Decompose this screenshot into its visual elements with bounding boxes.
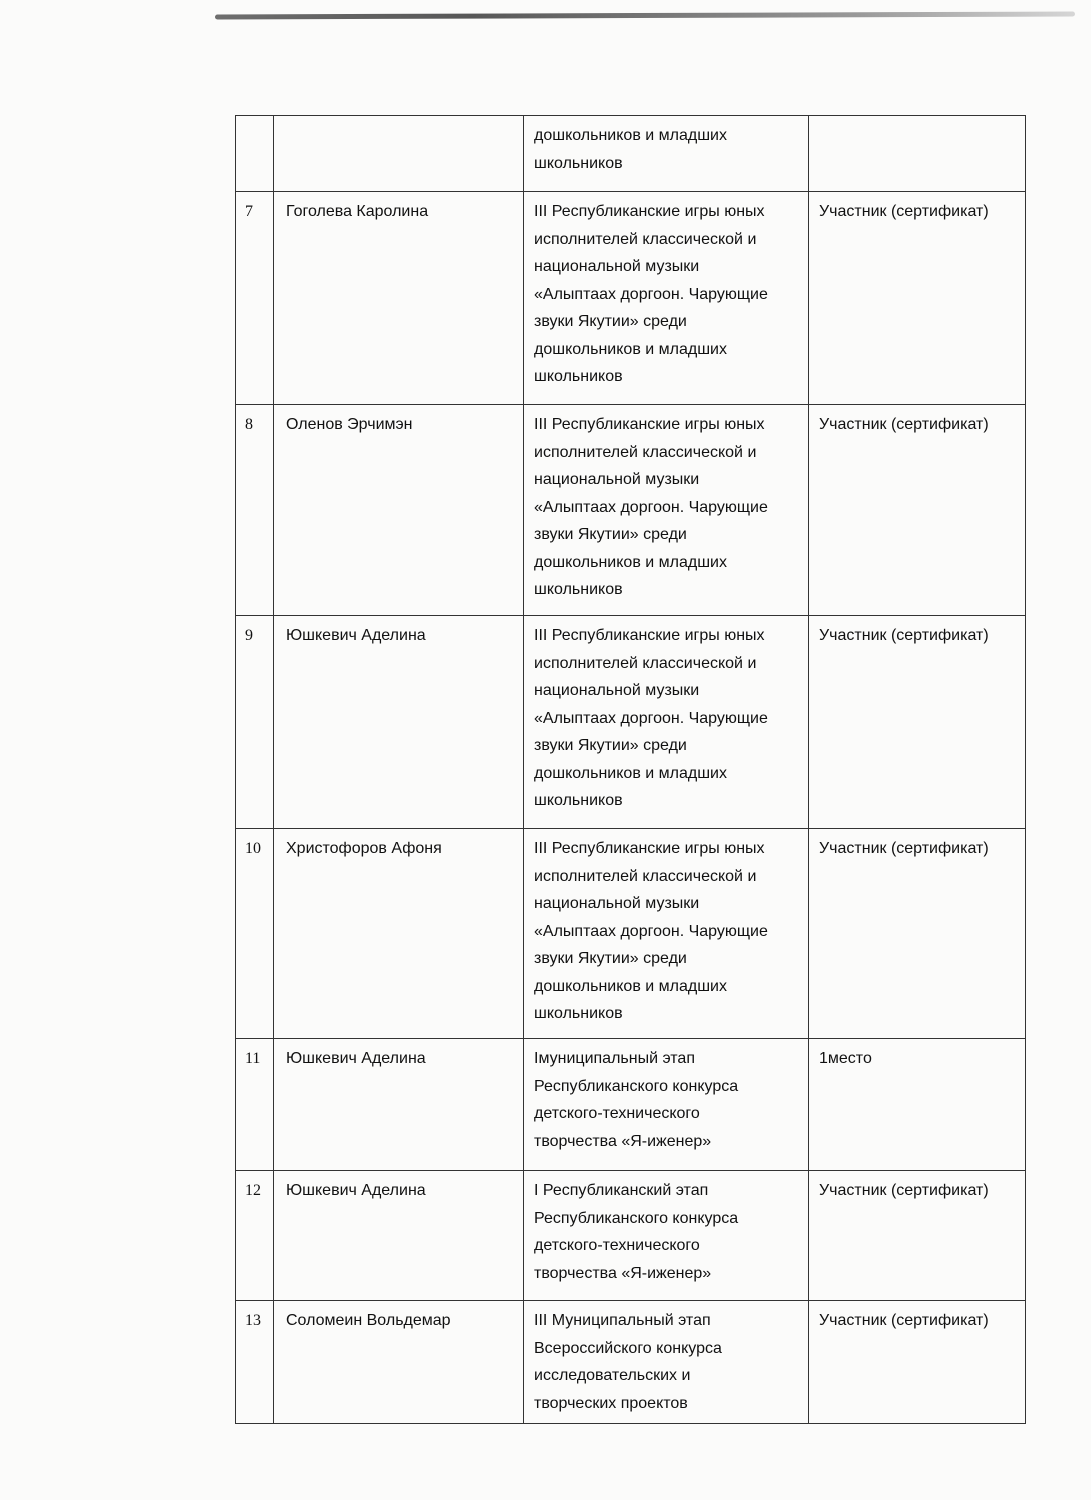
table-row — [236, 829, 1026, 1039]
event-title: Iмуниципальный этап Республиканского конкурса детского-технического творчества «Я-иженер» — [524, 1039, 809, 1171]
result — [809, 116, 1026, 192]
table-row — [236, 1039, 1026, 1171]
event-title: I Республиканский этап Республиканского конкурса детского-технического творчества «Я-иженер» — [524, 1171, 809, 1301]
participant-name: Христофоров Афоня — [274, 829, 524, 1039]
event-title: III Республиканские игры юных исполнителей классической и национальной музыки «Алыптаах доргоон. Чарующие звуки Якутии» среди дошкольников и младших школьников — [524, 829, 809, 1039]
participant-name: Соломеин Вольдемар — [274, 1301, 524, 1424]
row-number: 7 — [236, 192, 274, 405]
participant-name: Юшкевич Аделина — [274, 616, 524, 829]
row-number: 12 — [236, 1171, 274, 1301]
result: Участник (сертификат) — [809, 1171, 1026, 1301]
table-row — [236, 1301, 1026, 1424]
result: Участник (сертификат) — [809, 405, 1026, 616]
row-number: 11 — [236, 1039, 274, 1171]
result: Участник (сертификат) — [809, 192, 1026, 405]
row-number: 8 — [236, 405, 274, 616]
participant-name: Юшкевич Аделина — [274, 1039, 524, 1171]
event-title: дошкольников и младших школьников — [524, 116, 809, 192]
row-number: 9 — [236, 616, 274, 829]
scan-edge-shadow — [215, 11, 1075, 19]
event-title: III Республиканские игры юных исполнителей классической и национальной музыки «Алыптаах доргоон. Чарующие звуки Якутии» среди дошкольников и младших школьников — [524, 192, 809, 405]
table-row — [236, 616, 1026, 829]
result: Участник (сертификат) — [809, 829, 1026, 1039]
table-row — [236, 192, 1026, 405]
row-number: 10 — [236, 829, 274, 1039]
table-row — [236, 1171, 1026, 1301]
row-number — [236, 116, 274, 192]
event-title: III Республиканские игры юных исполнителей классической и национальной музыки «Алыптаах доргоон. Чарующие звуки Якутии» среди дошкольников и младших школьников — [524, 405, 809, 616]
participants-table — [235, 115, 1026, 1424]
row-number: 13 — [236, 1301, 274, 1424]
result: Участник (сертификат) — [809, 616, 1026, 829]
table-row — [236, 116, 1026, 192]
event-title: III Республиканские игры юных исполнителей классической и национальной музыки «Алыптаах доргоон. Чарующие звуки Якутии» среди дошкольников и младших школьников — [524, 616, 809, 829]
participant-name: Юшкевич Аделина — [274, 1171, 524, 1301]
table-row — [236, 405, 1026, 616]
participant-name: Оленов Эрчимэн — [274, 405, 524, 616]
result: Участник (сертификат) — [809, 1301, 1026, 1424]
participant-name — [274, 116, 524, 192]
event-title: III Муниципальный этап Всероссийского конкурса исследовательских и творческих проектов — [524, 1301, 809, 1424]
participant-name: Гоголева Каролина — [274, 192, 524, 405]
result: 1место — [809, 1039, 1026, 1171]
